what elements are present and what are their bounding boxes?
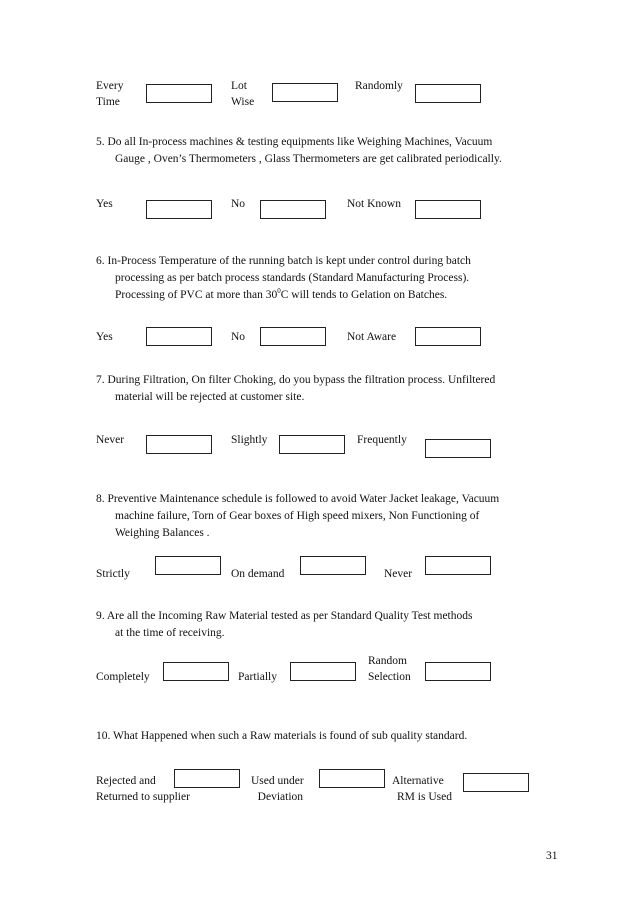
q8-label-on-demand: On demand <box>231 568 285 580</box>
q10-label-rejected-returned: Rejected and Returned to supplier <box>96 775 190 803</box>
q10-label-alternative-rm: Alternative RM is Used <box>392 775 452 803</box>
q5-checkbox-yes[interactable] <box>146 200 212 219</box>
q7-label-frequently: Frequently <box>357 434 407 446</box>
q10-checkbox-rejected-returned[interactable] <box>174 769 240 788</box>
option-label-randomly: Randomly <box>355 80 403 92</box>
q8-checkbox-never[interactable] <box>425 556 491 575</box>
q10-label-used-under-deviation: Used under Deviation <box>251 775 304 803</box>
q8-label-never: Never <box>384 568 413 580</box>
q6-checkbox-not-aware[interactable] <box>415 327 481 346</box>
q6-checkbox-yes[interactable] <box>146 327 212 346</box>
q7-checkbox-never[interactable] <box>146 435 212 454</box>
question-6: 6. In-Process Temperature of the running batch is kept under control during batch processing as per batch process standards (Standard Manufacturing Process). Processing of PVC at more than $30^0C$ will tends to Gelation on Batches. <box>96 255 471 301</box>
q5-label-not-known: Not Known <box>347 198 401 210</box>
question-7: 7. During Filtration, On filter Choking, do you bypass the filtration process. Unfiltered material will be rejected at customer site. <box>96 374 496 403</box>
q10-checkbox-used-under-deviation[interactable] <box>319 769 385 788</box>
option-label-every-time: Every Time <box>96 80 124 108</box>
question-5: 5. Do all In-process machines & testing equipments like Weighing Machines, Vacuum Gauge , Oven’s Thermometers , Glass Thermometers are get calibrated periodically. <box>96 136 502 165</box>
q9-label-completely: Completely <box>96 671 150 683</box>
q5-checkbox-not-known[interactable] <box>415 200 481 219</box>
q9-checkbox-partially[interactable] <box>290 662 356 681</box>
q6-label-yes: Yes <box>96 331 113 343</box>
checkbox-every-time[interactable] <box>146 84 212 103</box>
q8-checkbox-strictly[interactable] <box>155 556 221 575</box>
question-10: 10. What Happened when such a Raw materials is found of sub quality standard. <box>96 730 468 742</box>
q9-checkbox-random-selection[interactable] <box>425 662 491 681</box>
question-9: 9. Are all the Incoming Raw Material tested as per Standard Quality Test methods at the time of receiving. <box>96 610 473 639</box>
q5-checkbox-no[interactable] <box>260 200 326 219</box>
q8-label-strictly: Strictly <box>96 568 130 580</box>
q5-label-no: No <box>231 198 246 210</box>
q8-checkbox-on-demand[interactable] <box>300 556 366 575</box>
question-8: 8. Preventive Maintenance schedule is followed to avoid Water Jacket leakage, Vacuum machine failure, Torn of Gear boxes of High speed mixers, Non Functioning of Weighing Balances . <box>96 493 500 539</box>
q9-checkbox-completely[interactable] <box>163 662 229 681</box>
q6-label-no: No <box>231 331 246 343</box>
checkbox-lot-wise[interactable] <box>272 83 338 102</box>
q7-label-never: Never <box>96 434 125 446</box>
q7-checkbox-frequently[interactable] <box>425 439 491 458</box>
q7-label-slightly: Slightly <box>231 434 268 446</box>
q7-checkbox-slightly[interactable] <box>279 435 345 454</box>
q9-label-partially: Partially <box>238 671 277 683</box>
q9-label-random-selection: Random Selection <box>368 655 411 683</box>
q6-label-not-aware: Not Aware <box>347 331 397 343</box>
q10-checkbox-alternative-rm[interactable] <box>463 773 529 792</box>
checkbox-randomly[interactable] <box>415 84 481 103</box>
page-number: 31 <box>546 850 558 862</box>
q5-label-yes: Yes <box>96 198 113 210</box>
option-label-lot-wise: Lot Wise <box>231 80 255 108</box>
q6-checkbox-no[interactable] <box>260 327 326 346</box>
